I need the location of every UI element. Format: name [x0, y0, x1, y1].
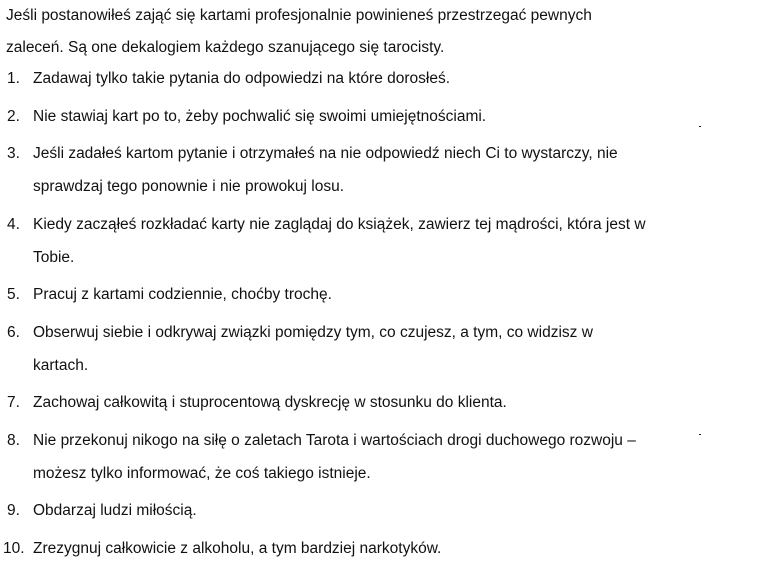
- item-text: sprawdzaj tego ponownie i nie prowokuj losu.: [33, 178, 345, 195]
- item-number: 6.: [7, 323, 20, 341]
- item-text: Jeśli zadałeś kartom pytanie i otrzymałeś na nie odpowiedź niech Ci to wystarczy, nie: [33, 145, 618, 162]
- margin-tick-mark: [699, 126, 701, 127]
- list-item: [0, 100, 760, 133]
- item-text: Zachowaj całkowitą i stuprocentową dyskrecję w stosunku do klienta.: [33, 394, 507, 411]
- item-number: 4.: [7, 215, 20, 233]
- item-number: 2.: [7, 107, 20, 125]
- list-item: [0, 386, 760, 419]
- list-item: [0, 208, 760, 274]
- item-number: 8.: [7, 431, 20, 449]
- item-text: Kiedy zacząłeś rozkładać karty nie zaglądaj do książek, zawierz tej mądrości, która jest w: [33, 215, 646, 233]
- item-number: 9.: [7, 502, 20, 519]
- item-text: Zadawaj tylko takie pytania do odpowiedzi na które dorosłeś.: [33, 70, 451, 87]
- item-text: Nie stawiaj kart po to, żeby pochwalić się swoimi umiejętnościami.: [33, 107, 487, 125]
- rules-list: [0, 62, 760, 569]
- intro-line: zaleceń. Są one dekalogiem każdego szanującego się tarocisty.: [6, 39, 445, 56]
- list-item: [0, 137, 760, 203]
- list-item: [0, 278, 760, 311]
- list-item: [0, 424, 760, 490]
- item-number: 7.: [7, 394, 20, 411]
- item-number: 10.: [3, 539, 25, 557]
- list-item: [0, 532, 760, 565]
- intro-line: Jeśli postanowiłeś zająć się kartami profesjonalnie powinieneś przestrzegać pewnych: [6, 7, 592, 24]
- list-item: [0, 494, 760, 527]
- item-number: 3.: [7, 145, 20, 162]
- item-number: 5.: [7, 286, 20, 303]
- item-text: Obserwuj siebie i odkrywaj związki pomiędzy tym, co czujesz, a tym, co widzisz w: [33, 323, 593, 341]
- item-text: Nie przekonuj nikogo na siłę o zaletach Tarota i wartościach drogi duchowego rozwoju –: [33, 431, 636, 449]
- item-text: Tobie.: [33, 248, 75, 266]
- item-text: możesz tylko informować, że coś takiego istnieje.: [33, 464, 371, 482]
- list-item: [0, 62, 760, 95]
- item-text: kartach.: [33, 356, 89, 374]
- item-text: Pracuj z kartami codziennie, choćby trochę.: [33, 286, 332, 303]
- margin-tick-mark: [699, 434, 701, 435]
- intro-paragraph: [6, 0, 766, 64]
- item-number: 1.: [7, 70, 20, 87]
- item-text: Obdarzaj ludzi miłością.: [33, 502, 197, 519]
- item-text: Zrezygnuj całkowicie z alkoholu, a tym bardziej narkotyków.: [33, 539, 442, 557]
- list-item: [0, 316, 760, 382]
